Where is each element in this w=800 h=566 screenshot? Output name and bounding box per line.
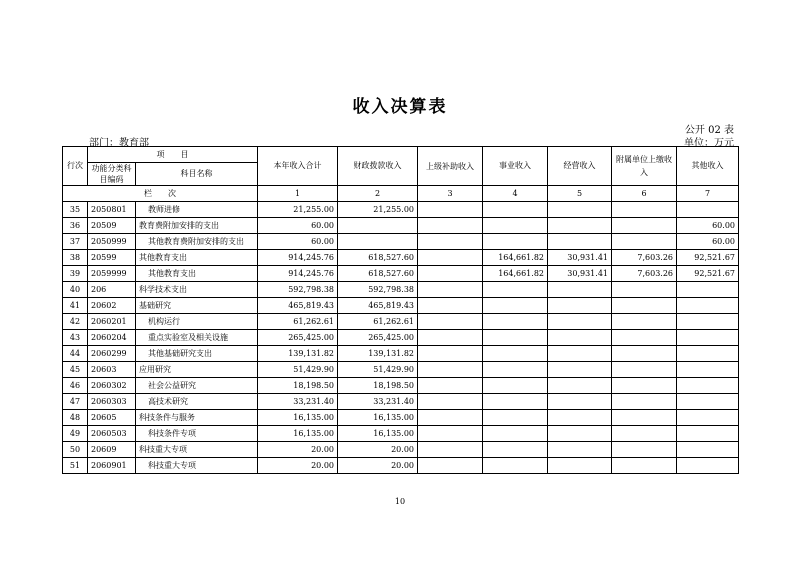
operating-cell: 30,931.41 bbox=[548, 250, 612, 266]
subsidy-cell bbox=[418, 410, 483, 426]
func-code-cell: 2060901 bbox=[88, 458, 136, 474]
subsidy-cell bbox=[418, 346, 483, 362]
business-cell bbox=[483, 378, 548, 394]
col-number: 3 bbox=[418, 186, 483, 202]
fiscal-cell: 139,131.82 bbox=[338, 346, 418, 362]
header-col-label: 栏 次 bbox=[63, 186, 258, 202]
header-fiscal: 财政拨款收入 bbox=[338, 147, 418, 186]
operating-cell bbox=[548, 234, 612, 250]
other-cell bbox=[677, 410, 739, 426]
total-cell: 914,245.76 bbox=[258, 250, 338, 266]
affiliated-cell bbox=[612, 410, 677, 426]
subject-name-cell: 其他教育支出 bbox=[136, 250, 258, 266]
row-number: 47 bbox=[63, 394, 88, 410]
func-code-cell: 20509 bbox=[88, 218, 136, 234]
fiscal-cell: 20.00 bbox=[338, 442, 418, 458]
fiscal-cell: 61,262.61 bbox=[338, 314, 418, 330]
header-func-code: 功能分类科目编码 bbox=[88, 163, 136, 186]
page-title: 收入决算表 bbox=[352, 97, 448, 117]
table-row bbox=[63, 378, 739, 394]
operating-cell bbox=[548, 410, 612, 426]
department-label: 部门：教育部 bbox=[89, 138, 149, 149]
total-cell: 18,198.50 bbox=[258, 378, 338, 394]
affiliated-cell bbox=[612, 426, 677, 442]
affiliated-cell bbox=[612, 298, 677, 314]
header-other: 其他收入 bbox=[677, 147, 739, 186]
affiliated-cell bbox=[612, 234, 677, 250]
subject-name-cell: 其他教育费附加安排的支出 bbox=[136, 234, 258, 250]
func-code-cell: 20602 bbox=[88, 298, 136, 314]
other-cell: 60.00 bbox=[677, 218, 739, 234]
operating-cell bbox=[548, 394, 612, 410]
total-cell: 265,425.00 bbox=[258, 330, 338, 346]
table-row bbox=[63, 362, 739, 378]
subject-name-cell: 其他教育支出 bbox=[136, 266, 258, 282]
func-code-cell: 2060299 bbox=[88, 346, 136, 362]
func-code-cell: 20609 bbox=[88, 442, 136, 458]
fiscal-cell: 16,135.00 bbox=[338, 426, 418, 442]
func-code-cell: 2060303 bbox=[88, 394, 136, 410]
fiscal-cell: 51,429.90 bbox=[338, 362, 418, 378]
business-cell bbox=[483, 298, 548, 314]
func-code-cell: 2060201 bbox=[88, 314, 136, 330]
other-cell bbox=[677, 394, 739, 410]
func-code-cell: 2050801 bbox=[88, 202, 136, 218]
other-cell bbox=[677, 330, 739, 346]
business-cell bbox=[483, 314, 548, 330]
subsidy-cell bbox=[418, 330, 483, 346]
table-row bbox=[63, 282, 739, 298]
header-project: 项 目 bbox=[88, 147, 258, 163]
affiliated-cell bbox=[612, 202, 677, 218]
func-code-cell: 20605 bbox=[88, 410, 136, 426]
fiscal-cell: 618,527.60 bbox=[338, 266, 418, 282]
affiliated-cell bbox=[612, 346, 677, 362]
affiliated-cell bbox=[612, 330, 677, 346]
business-cell bbox=[483, 234, 548, 250]
row-number: 41 bbox=[63, 298, 88, 314]
business-cell bbox=[483, 394, 548, 410]
income-table bbox=[62, 146, 739, 474]
col-number: 6 bbox=[612, 186, 677, 202]
table-row bbox=[63, 234, 739, 250]
other-cell bbox=[677, 458, 739, 474]
affiliated-cell bbox=[612, 218, 677, 234]
header-subject-name: 科目名称 bbox=[136, 163, 258, 186]
business-cell bbox=[483, 218, 548, 234]
fiscal-cell: 21,255.00 bbox=[338, 202, 418, 218]
subject-name-cell: 科技重大专项 bbox=[136, 458, 258, 474]
row-number: 36 bbox=[63, 218, 88, 234]
affiliated-cell: 7,603.26 bbox=[612, 250, 677, 266]
fiscal-cell: 618,527.60 bbox=[338, 250, 418, 266]
table-row bbox=[63, 314, 739, 330]
table-row bbox=[63, 458, 739, 474]
operating-cell bbox=[548, 378, 612, 394]
table-row bbox=[63, 330, 739, 346]
operating-cell bbox=[548, 218, 612, 234]
affiliated-cell bbox=[612, 362, 677, 378]
fiscal-cell: 16,135.00 bbox=[338, 410, 418, 426]
affiliated-cell bbox=[612, 378, 677, 394]
row-number: 49 bbox=[63, 426, 88, 442]
table-row bbox=[63, 346, 739, 362]
business-cell bbox=[483, 410, 548, 426]
other-cell bbox=[677, 442, 739, 458]
business-cell bbox=[483, 282, 548, 298]
fiscal-cell bbox=[338, 234, 418, 250]
business-cell bbox=[483, 362, 548, 378]
total-cell: 139,131.82 bbox=[258, 346, 338, 362]
business-cell bbox=[483, 442, 548, 458]
table-row bbox=[63, 394, 739, 410]
other-cell: 60.00 bbox=[677, 234, 739, 250]
subject-name-cell: 科技条件与服务 bbox=[136, 410, 258, 426]
table-row bbox=[63, 202, 739, 218]
subject-name-cell: 机构运行 bbox=[136, 314, 258, 330]
subject-name-cell: 科技重大专项 bbox=[136, 442, 258, 458]
subject-name-cell: 教师进修 bbox=[136, 202, 258, 218]
table-row bbox=[63, 298, 739, 314]
total-cell: 16,135.00 bbox=[258, 410, 338, 426]
row-number: 51 bbox=[63, 458, 88, 474]
other-cell bbox=[677, 298, 739, 314]
subsidy-cell bbox=[418, 218, 483, 234]
affiliated-cell: 7,603.26 bbox=[612, 266, 677, 282]
fiscal-cell: 18,198.50 bbox=[338, 378, 418, 394]
business-cell bbox=[483, 426, 548, 442]
business-cell: 164,661.82 bbox=[483, 266, 548, 282]
row-number: 48 bbox=[63, 410, 88, 426]
row-number: 38 bbox=[63, 250, 88, 266]
row-number: 44 bbox=[63, 346, 88, 362]
affiliated-cell bbox=[612, 442, 677, 458]
table-row bbox=[63, 410, 739, 426]
header-subsidy: 上级补助收入 bbox=[418, 147, 483, 186]
fiscal-cell: 265,425.00 bbox=[338, 330, 418, 346]
total-cell: 21,255.00 bbox=[258, 202, 338, 218]
business-cell bbox=[483, 458, 548, 474]
subject-name-cell: 科技条件专项 bbox=[136, 426, 258, 442]
total-cell: 592,798.38 bbox=[258, 282, 338, 298]
subsidy-cell bbox=[418, 298, 483, 314]
total-cell: 60.00 bbox=[258, 234, 338, 250]
func-code-cell: 206 bbox=[88, 282, 136, 298]
subject-name-cell: 应用研究 bbox=[136, 362, 258, 378]
business-cell: 164,661.82 bbox=[483, 250, 548, 266]
table-row bbox=[63, 250, 739, 266]
operating-cell: 30,931.41 bbox=[548, 266, 612, 282]
header-business: 事业收入 bbox=[483, 147, 548, 186]
operating-cell bbox=[548, 282, 612, 298]
table-row bbox=[63, 218, 739, 234]
fiscal-cell: 33,231.40 bbox=[338, 394, 418, 410]
fiscal-cell: 465,819.43 bbox=[338, 298, 418, 314]
other-cell bbox=[677, 202, 739, 218]
func-code-cell: 2050999 bbox=[88, 234, 136, 250]
affiliated-cell bbox=[612, 282, 677, 298]
affiliated-cell bbox=[612, 314, 677, 330]
page-number: 10 bbox=[394, 497, 406, 506]
form-number: 公开 02 表 bbox=[684, 125, 734, 136]
operating-cell bbox=[548, 458, 612, 474]
operating-cell bbox=[548, 426, 612, 442]
subsidy-cell bbox=[418, 266, 483, 282]
func-code-cell: 2059999 bbox=[88, 266, 136, 282]
subsidy-cell bbox=[418, 362, 483, 378]
row-number: 35 bbox=[63, 202, 88, 218]
table-row bbox=[63, 426, 739, 442]
fiscal-cell: 592,798.38 bbox=[338, 282, 418, 298]
subsidy-cell bbox=[418, 458, 483, 474]
header-operating: 经营收入 bbox=[548, 147, 612, 186]
subject-name-cell: 教育费附加安排的支出 bbox=[136, 218, 258, 234]
operating-cell bbox=[548, 202, 612, 218]
other-cell bbox=[677, 378, 739, 394]
table-body bbox=[63, 202, 739, 474]
total-cell: 20.00 bbox=[258, 442, 338, 458]
total-cell: 61,262.61 bbox=[258, 314, 338, 330]
col-number: 7 bbox=[677, 186, 739, 202]
row-number: 42 bbox=[63, 314, 88, 330]
total-cell: 33,231.40 bbox=[258, 394, 338, 410]
row-number: 50 bbox=[63, 442, 88, 458]
subsidy-cell bbox=[418, 202, 483, 218]
other-cell bbox=[677, 362, 739, 378]
subsidy-cell bbox=[418, 442, 483, 458]
func-code-cell: 2060302 bbox=[88, 378, 136, 394]
operating-cell bbox=[548, 362, 612, 378]
other-cell bbox=[677, 314, 739, 330]
subsidy-cell bbox=[418, 282, 483, 298]
total-cell: 914,245.76 bbox=[258, 266, 338, 282]
col-number: 2 bbox=[338, 186, 418, 202]
other-cell bbox=[677, 282, 739, 298]
total-cell: 465,819.43 bbox=[258, 298, 338, 314]
table-header bbox=[63, 147, 739, 202]
other-cell bbox=[677, 346, 739, 362]
subsidy-cell bbox=[418, 314, 483, 330]
row-number: 37 bbox=[63, 234, 88, 250]
header-affiliated: 附属单位上缴收入 bbox=[612, 147, 677, 186]
func-code-cell: 2060503 bbox=[88, 426, 136, 442]
business-cell bbox=[483, 202, 548, 218]
affiliated-cell bbox=[612, 394, 677, 410]
operating-cell bbox=[548, 442, 612, 458]
subject-name-cell: 高技术研究 bbox=[136, 394, 258, 410]
total-cell: 60.00 bbox=[258, 218, 338, 234]
row-number: 40 bbox=[63, 282, 88, 298]
col-number: 4 bbox=[483, 186, 548, 202]
header-total: 本年收入合计 bbox=[258, 147, 338, 186]
total-cell: 51,429.90 bbox=[258, 362, 338, 378]
business-cell bbox=[483, 346, 548, 362]
subject-name-cell: 重点实验室及相关设施 bbox=[136, 330, 258, 346]
col-number: 5 bbox=[548, 186, 612, 202]
subsidy-cell bbox=[418, 234, 483, 250]
total-cell: 16,135.00 bbox=[258, 426, 338, 442]
func-code-cell: 20603 bbox=[88, 362, 136, 378]
other-cell: 92,521.67 bbox=[677, 250, 739, 266]
row-number: 39 bbox=[63, 266, 88, 282]
subsidy-cell bbox=[418, 394, 483, 410]
subject-name-cell: 社会公益研究 bbox=[136, 378, 258, 394]
row-number: 43 bbox=[63, 330, 88, 346]
fiscal-cell: 20.00 bbox=[338, 458, 418, 474]
operating-cell bbox=[548, 346, 612, 362]
business-cell bbox=[483, 330, 548, 346]
func-code-cell: 2060204 bbox=[88, 330, 136, 346]
row-number: 46 bbox=[63, 378, 88, 394]
subsidy-cell bbox=[418, 426, 483, 442]
subsidy-cell bbox=[418, 378, 483, 394]
operating-cell bbox=[548, 314, 612, 330]
other-cell: 92,521.67 bbox=[677, 266, 739, 282]
col-number: 1 bbox=[258, 186, 338, 202]
header-row-no: 行次 bbox=[63, 147, 88, 186]
func-code-cell: 20599 bbox=[88, 250, 136, 266]
operating-cell bbox=[548, 330, 612, 346]
fiscal-cell bbox=[338, 218, 418, 234]
unit-label: 单位：万元 bbox=[684, 138, 734, 149]
subject-name-cell: 基础研究 bbox=[136, 298, 258, 314]
subsidy-cell bbox=[418, 250, 483, 266]
operating-cell bbox=[548, 298, 612, 314]
total-cell: 20.00 bbox=[258, 458, 338, 474]
table-row bbox=[63, 266, 739, 282]
table-row bbox=[63, 442, 739, 458]
subject-name-cell: 科学技术支出 bbox=[136, 282, 258, 298]
subject-name-cell: 其他基础研究支出 bbox=[136, 346, 258, 362]
other-cell bbox=[677, 426, 739, 442]
affiliated-cell bbox=[612, 458, 677, 474]
row-number: 45 bbox=[63, 362, 88, 378]
